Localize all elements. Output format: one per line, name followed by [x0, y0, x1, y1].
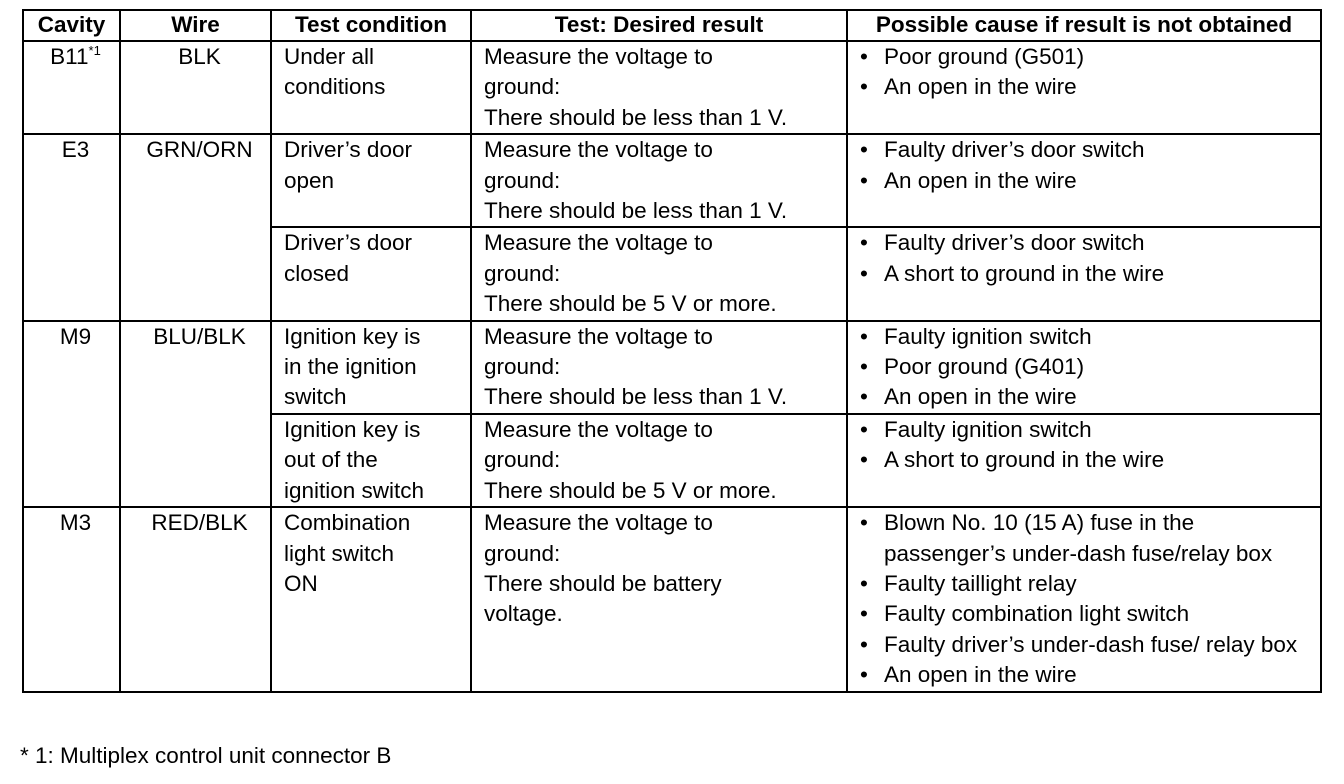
test-condition-cell [271, 321, 471, 414]
header-desired-result: Test: Desired result [471, 10, 847, 41]
result-line: Measure the voltage to [484, 416, 713, 442]
condition-line: open [284, 167, 335, 193]
cavity-code: M9 [59, 323, 92, 349]
wire-color-cell: BLU/BLK [120, 321, 271, 507]
result-line: There should be battery [484, 570, 722, 596]
desired-result-cell [471, 507, 847, 691]
cavity-cell [23, 134, 120, 320]
bullet: • [860, 570, 868, 596]
cause-text: An open in the wire [884, 662, 1077, 688]
result-line: ground: [484, 354, 561, 380]
cause-item [860, 445, 1316, 475]
bullet: • [860, 447, 868, 473]
cause-text: Faulty driver’s door switch [884, 230, 1145, 256]
cause-item [860, 569, 1316, 599]
table-row [23, 321, 1321, 414]
bullet: • [860, 137, 868, 163]
result-line: Measure the voltage to [484, 230, 713, 256]
condition-line: Under all [284, 44, 375, 69]
result-line: There should be 5 V or more. [484, 291, 777, 317]
footnote-mark: *1 [88, 43, 101, 58]
desired-result-cell [471, 134, 847, 227]
cause-item [860, 72, 1316, 102]
test-condition-cell [271, 414, 471, 507]
cause-item [860, 382, 1316, 412]
possible-cause-cell [847, 227, 1321, 320]
cause-item [860, 166, 1316, 196]
bullet: • [860, 167, 868, 193]
cause-item [860, 42, 1316, 72]
cause-text: Blown No. 10 (15 A) fuse in the passenger’s under-dash fuse/relay box [884, 510, 1273, 566]
cause-item [860, 228, 1316, 258]
bullet: • [860, 230, 868, 256]
header-wire: Wire [120, 10, 271, 41]
bullet: • [860, 631, 868, 657]
header-row [23, 10, 1321, 41]
possible-cause-cell [847, 321, 1321, 414]
cause-item [860, 135, 1316, 165]
result-line: Measure the voltage to [484, 510, 713, 536]
possible-cause-cell [847, 134, 1321, 227]
cause-text: Poor ground (G501) [884, 44, 1085, 69]
desired-result-cell [471, 227, 847, 320]
cause-text: Faulty driver’s under-dash fuse/ relay box [884, 631, 1298, 657]
condition-line: ignition switch [284, 477, 425, 503]
result-line: ground: [484, 447, 561, 473]
cause-item [860, 630, 1316, 660]
cause-item [860, 322, 1316, 352]
result-line: There should be less than 1 V. [484, 198, 788, 224]
table-body [23, 41, 1321, 692]
condition-line: Ignition key is [284, 416, 421, 442]
bullet: • [860, 44, 868, 69]
desired-result-cell [471, 414, 847, 507]
condition-line: conditions [284, 74, 386, 100]
cause-text: Faulty driver’s door switch [884, 137, 1145, 163]
table-row [23, 507, 1321, 691]
bullet: • [860, 260, 868, 286]
cause-text: Poor ground (G401) [884, 354, 1085, 380]
result-line: ground: [484, 540, 561, 566]
result-line: ground: [484, 74, 561, 100]
cavity-code: E3 [61, 137, 90, 163]
condition-line: Combination [284, 510, 411, 536]
cause-text: A short to ground in the wire [884, 447, 1165, 473]
cause-text: Faulty combination light switch [884, 601, 1190, 627]
header-cavity: Cavity [23, 10, 120, 41]
result-line: There should be less than 1 V. [484, 104, 788, 130]
header-test-condition: Test condition [271, 10, 471, 41]
condition-line: ON [284, 570, 318, 596]
result-line: There should be less than 1 V. [484, 384, 788, 410]
cause-text: An open in the wire [884, 74, 1077, 100]
condition-line: closed [284, 260, 350, 286]
condition-line: Ignition key is [284, 323, 421, 349]
desired-result-cell [471, 41, 847, 134]
condition-line: switch [284, 384, 347, 410]
test-condition-cell [271, 227, 471, 320]
possible-cause-cell [847, 41, 1321, 134]
wire-color-cell: BLK [120, 41, 271, 134]
cause-item [860, 660, 1316, 690]
test-condition-cell [271, 41, 471, 134]
condition-line: Driver’s door [284, 230, 412, 256]
possible-cause-cell [847, 414, 1321, 507]
wire-color-cell: GRN/ORN [120, 134, 271, 320]
result-line: There should be 5 V or more. [484, 477, 777, 503]
footnote: * 1: Multiplex control unit connector B [20, 743, 392, 768]
cavity-code: B11 [50, 44, 89, 69]
cavity-cell [23, 41, 120, 134]
bullet: • [860, 601, 868, 627]
cause-item [860, 259, 1316, 289]
result-line: Measure the voltage to [484, 137, 713, 163]
cavity-cell [23, 507, 120, 691]
condition-line: out of the [284, 447, 378, 473]
result-line: voltage. [484, 601, 563, 627]
cause-item [860, 415, 1316, 445]
cause-text: An open in the wire [884, 384, 1077, 410]
test-condition-cell [271, 134, 471, 227]
desired-result-cell [471, 321, 847, 414]
cause-text: A short to ground in the wire [884, 260, 1165, 286]
condition-line: Driver’s door [284, 137, 412, 163]
cause-item [860, 508, 1316, 569]
header-possible-cause: Possible cause if result is not obtained [847, 10, 1321, 41]
table-row [23, 134, 1321, 227]
bullet: • [860, 662, 868, 688]
diagnosis-table [22, 9, 1322, 693]
test-condition-cell [271, 507, 471, 691]
cause-item [860, 352, 1316, 382]
result-line: Measure the voltage to [484, 323, 713, 349]
cause-text: Faulty ignition switch [884, 323, 1092, 349]
table-row [23, 41, 1321, 134]
cavity-cell [23, 321, 120, 507]
bullet: • [860, 354, 868, 380]
wire-color-cell: RED/BLK [120, 507, 271, 691]
bullet: • [860, 416, 868, 442]
cavity-code: M3 [59, 510, 92, 536]
cause-text: An open in the wire [884, 167, 1077, 193]
bullet: • [860, 323, 868, 349]
result-line: Measure the voltage to [484, 44, 713, 69]
bullet: • [860, 384, 868, 410]
cause-text: Faulty taillight relay [884, 570, 1077, 596]
possible-cause-cell [847, 507, 1321, 691]
condition-line: light switch [284, 540, 395, 566]
result-line: ground: [484, 260, 561, 286]
bullet: • [860, 74, 868, 100]
cause-item [860, 599, 1316, 629]
result-line: ground: [484, 167, 561, 193]
bullet: • [860, 510, 868, 536]
cause-text: Faulty ignition switch [884, 416, 1092, 442]
condition-line: in the ignition [284, 354, 417, 380]
